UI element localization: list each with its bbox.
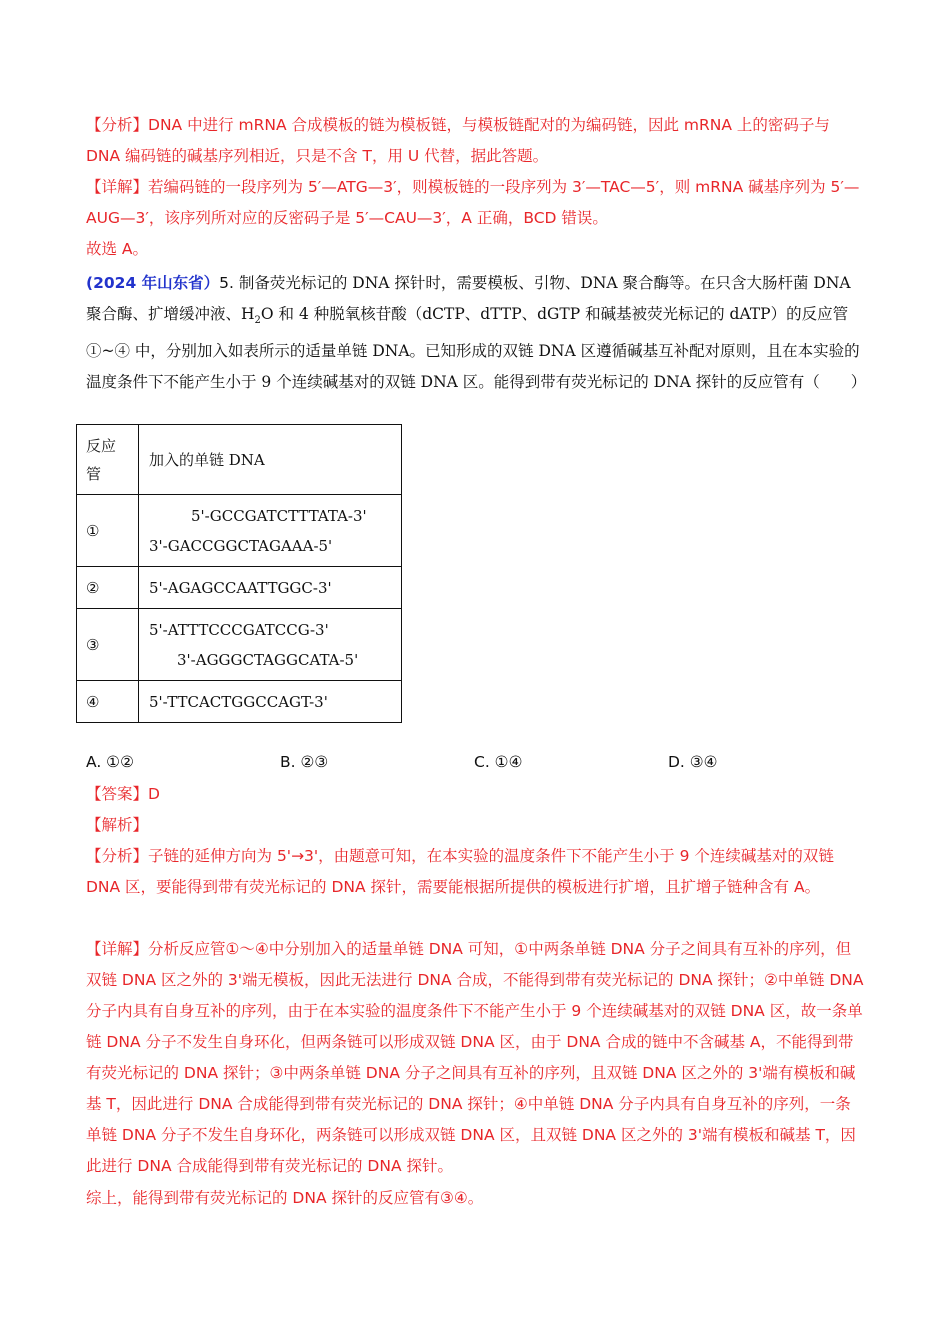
table-row — [77, 495, 402, 567]
analysis-tag: 【分析】 — [86, 116, 149, 134]
question-number: 5. — [219, 274, 234, 292]
detail-tag: 【详解】 — [86, 940, 149, 958]
detail-text: 分析反应管①～④中分别加入的适量单链 DNA 可知，①中两条单链 DNA 分子之间具有互补的序列，但双链 DNA 区之外的 3'端无模板，因此无法进行 DNA 合成，不能得到带有荧光标记的 DNA 探针；②中单链 DNA 分子内具有自身互补的序列，由于在本实验的温度条件下不能产生小于 9 个连续碱基对的双链 DNA 区，故一条单链 DNA 分子不发生自身环化，但两条链可以形成双链 DNA 区，由于 DNA 合成的链中不含碱基 A，不能得到带有荧光标记的 DNA 探针；③中两条单链 DNA 分子之间具有互补的序列，且双链 DNA 区之外的 3'端有模板和碱基 T，因此进行 DNA 合成能得到带有荧光标记的 DNA 探针；④中单链 DNA 分子内具有自身互补的序列，一条单链 DNA 分子不发生自身环化，两条链可以形成双链 DNA 区，且双链 DNA 区之外的 3'端有模板和碱基 T，因此进行 DNA 合成能得到带有荧光标记的 DNA 探针。 — [86, 940, 864, 1175]
question-text-1: 制备荧光标记的 DNA 探针时，需要模板、引物、DNA 聚合酶等。在只含大肠杆菌 DNA 聚合酶、扩增缓冲液、H — [86, 274, 851, 323]
analysis-text: DNA 中进行 mRNA 合成模板的链为模板链，与模板链配对的为编码链，因此 mRNA 上的密码子与 DNA 编码链的碱基序列相近，只是不含 T，用 U 代替，据此答题。 — [86, 116, 830, 165]
sequence-cell — [139, 495, 402, 567]
sequence-cell — [139, 609, 402, 681]
conclusion-2: 综上，能得到带有荧光标记的 DNA 探针的反应管有③④。 — [86, 1189, 484, 1207]
detail-tag: 【详解】 — [86, 178, 149, 196]
analysis-text: 子链的延伸方向为 5'→3'，由题意可知，在本实验的温度条件下不能产生小于 9 个连续碱基对的双链 DNA 区，要能得到带有荧光标记的 DNA 探针，需要能根据所提供的模板进行扩增，且扩增子链种含有 A。 — [86, 847, 834, 896]
explanation-header: 【解析】 — [86, 816, 149, 834]
option-b[interactable]: B. ②③ — [280, 753, 329, 771]
question-text-2: O 和 4 种脱氧核苷酸（dCTP、dTTP、dGTP 和碱基被荧光标记的 dATP）的反应管①~④ 中，分别加入如表所示的适量单链 DNA。已知形成的双链 DNA 区遵循碱基互补配对原则，且在本实验的温度条件下不能产生小于 9 个连续碱基对的双链 DNA 区。能得到带有荧光标记的 DNA 探针的反应管有（ ） — [86, 305, 867, 392]
detail-text: 若编码链的一段序列为 5′—ATG—3′，则模板链的一段序列为 3′—TAC—5′，则 mRNA 碱基序列为 5′—AUG—3′，该序列所对应的反密码子是 5′—CAU—3′，A 正确，BCD 错误。 — [86, 178, 860, 227]
answer: 【答案】D — [86, 785, 160, 803]
tube-cell: ① — [77, 495, 139, 567]
sequence-cell: 5'-AGAGCCAATTGGC-3' — [139, 567, 402, 609]
option-c[interactable]: C. ①④ — [474, 753, 523, 771]
sequence-bottom: 3'-AGGGCTAGGCATA-5' — [177, 650, 359, 669]
sequence-top: 5'-GCCGATCTTTATA-3' — [191, 506, 367, 525]
detail-paragraph-2 — [86, 934, 866, 1182]
sequence-bottom: 3'-GACCGGCTAGAAA-5' — [149, 536, 333, 555]
table-row — [77, 567, 402, 609]
table-row — [77, 681, 402, 723]
analysis-paragraph-1 — [86, 110, 866, 172]
header-dna: 加入的单链 DNA — [139, 425, 402, 495]
tube-cell: ② — [77, 567, 139, 609]
analysis-tag: 【分析】 — [86, 847, 149, 865]
dna-table — [76, 424, 402, 723]
option-d[interactable]: D. ③④ — [668, 753, 718, 771]
detail-paragraph-1 — [86, 172, 866, 234]
table-row — [77, 609, 402, 681]
question-source: (2024 年山东省） — [86, 274, 220, 292]
conclusion-1: 故选 A。 — [86, 240, 149, 258]
tube-cell: ③ — [77, 609, 139, 681]
question-subscript: 2 — [254, 315, 261, 327]
question-paragraph — [86, 268, 866, 398]
analysis-paragraph-2 — [86, 841, 866, 903]
option-a[interactable]: A. ①② — [86, 753, 134, 771]
table-header-row — [77, 425, 402, 495]
header-tube: 反应 管 — [77, 425, 139, 495]
sequence-top: 5'-ATTTCCCGATCCG-3' — [149, 620, 329, 639]
sequence-cell: 5'-TTCACTGGCCAGT-3' — [139, 681, 402, 723]
tube-cell: ④ — [77, 681, 139, 723]
